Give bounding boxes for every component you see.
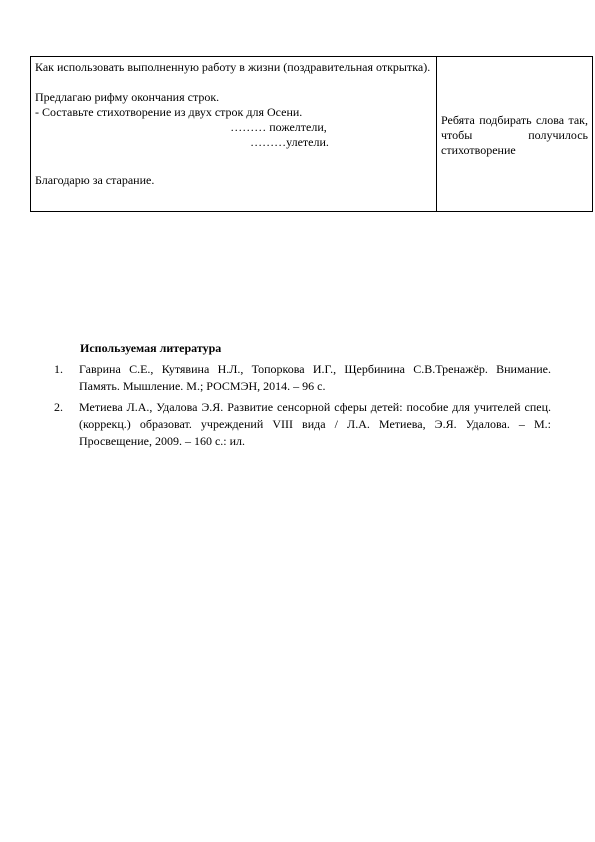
literature-section xyxy=(54,340,551,454)
list-item xyxy=(54,361,551,395)
lesson-table xyxy=(30,56,593,212)
list-item-number: 1. xyxy=(54,362,63,376)
list-item-text: Гаврина С.Е., Кутявина Н.Л., Топоркова И.Г., Щербинина С.В.Тренажёр. Внимание. Память. Мышление. М.; РОСМЭН, 2014. – 96 с. xyxy=(79,362,551,393)
activity-paragraph-usage: Как использовать выполненную работу в жизни (поздравительная открытка). xyxy=(35,60,431,74)
literature-title: Используемая литература xyxy=(80,341,222,355)
table-row xyxy=(31,57,593,212)
spacer xyxy=(35,150,432,173)
student-activity-text: Ребята подбирать слова так, чтобы получилось стихотворение xyxy=(441,113,588,157)
list-item xyxy=(54,399,551,450)
literature-list xyxy=(54,361,551,450)
student-activity-cell xyxy=(437,57,593,212)
list-item-text: Метиева Л.А., Удалова Э.Я. Развитие сенсорной сферы детей: пособие для учителей спец. (коррекц.) образоват. учреждений VIII вида / Л.А. Метиева, Э.Я. Удалова. – М.: Просвещение, 2009. – 160 с.: ил. xyxy=(79,400,551,448)
activity-paragraph-thanks: Благодарю за старание. xyxy=(35,173,155,187)
list-item-number: 2. xyxy=(54,400,63,414)
activity-paragraph-task: - Составьте стихотворение из двух строк для Осени. xyxy=(35,105,303,119)
activity-paragraph-rhyme: Предлагаю рифму окончания строк. xyxy=(35,90,220,104)
poem-line-1: ……… пожелтели, xyxy=(230,120,327,134)
spacer xyxy=(35,75,432,90)
poem-line-2: ………улетели. xyxy=(250,135,329,149)
activity-cell xyxy=(31,57,437,212)
